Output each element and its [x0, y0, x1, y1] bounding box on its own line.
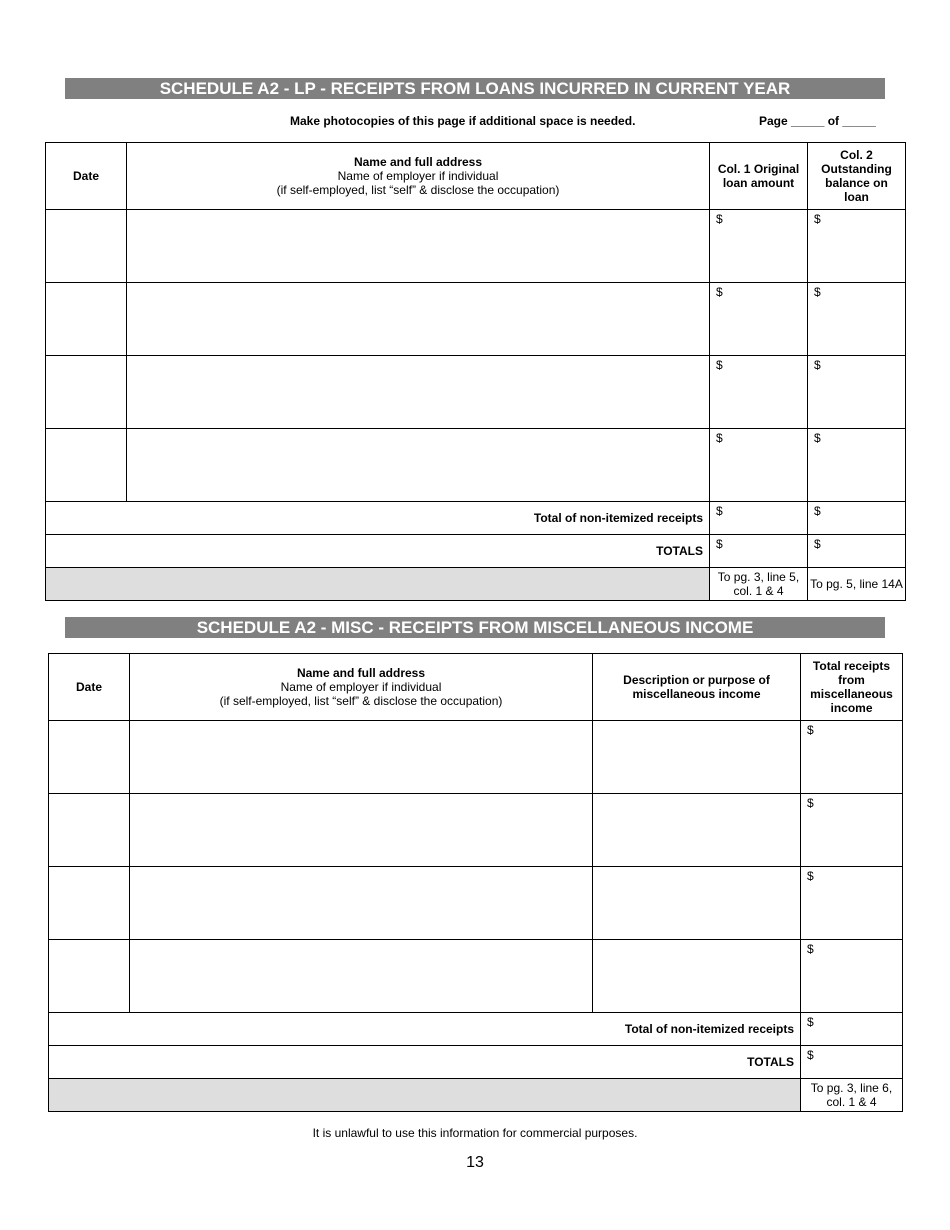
dollar-sign: $: [807, 869, 814, 883]
col2-cell[interactable]: [808, 356, 906, 429]
dollar-sign: $: [807, 723, 814, 737]
non-itemized-row: [46, 502, 906, 535]
dollar-sign: $: [814, 212, 821, 226]
date-cell[interactable]: [46, 210, 127, 283]
dollar-sign: $: [807, 1015, 814, 1029]
col1-cell[interactable]: [710, 210, 808, 283]
photocopy-note: Make photocopies of this page if additional space is needed.: [290, 114, 636, 128]
table-row: [49, 940, 903, 1013]
dollar-sign: $: [716, 212, 723, 226]
header-name-title: Name and full address: [353, 155, 483, 169]
name-address-cell[interactable]: [127, 356, 710, 429]
totals-row: [46, 535, 906, 568]
reference-row: [49, 1079, 903, 1112]
table-row: [46, 283, 906, 356]
header-name-sub2: (if self-employed, list “self” & disclose the occupation): [219, 694, 503, 708]
totals-label: TOTALS: [49, 1046, 801, 1079]
loans-table: [45, 142, 906, 601]
col2-cell[interactable]: [808, 210, 906, 283]
totals-col2[interactable]: [808, 535, 906, 568]
non-itemized-row: [49, 1013, 903, 1046]
dollar-sign: $: [716, 431, 723, 445]
dollar-sign: $: [716, 358, 723, 372]
table-row: [49, 867, 903, 940]
dollar-sign: $: [716, 537, 723, 551]
page-number: 13: [466, 1154, 484, 1171]
non-itemized-label: Total of non-itemized receipts: [49, 1013, 801, 1046]
col1-cell[interactable]: [710, 356, 808, 429]
table-row: [49, 721, 903, 794]
table-row: [46, 429, 906, 502]
header-col2: Col. 2 Outstanding balance on loan: [808, 143, 906, 210]
description-cell[interactable]: [593, 794, 801, 867]
date-cell[interactable]: [46, 283, 127, 356]
dollar-sign: $: [807, 1048, 814, 1062]
dollar-sign: $: [807, 796, 814, 810]
reference-row: [46, 568, 906, 601]
dollar-sign: $: [716, 504, 723, 518]
dollar-sign: $: [814, 358, 821, 372]
total-cell[interactable]: [801, 794, 903, 867]
schedule-lp-title: SCHEDULE A2 - LP - RECEIPTS FROM LOANS INCURRED IN CURRENT YEAR: [65, 78, 885, 99]
non-itemized-label: Total of non-itemized receipts: [46, 502, 710, 535]
name-address-cell[interactable]: [130, 794, 593, 867]
name-address-cell[interactable]: [130, 721, 593, 794]
header-name-sub1: Name of employer if individual: [280, 680, 442, 694]
dollar-sign: $: [814, 431, 821, 445]
col2-cell[interactable]: [808, 429, 906, 502]
header-name-sub1: Name of employer if individual: [337, 169, 499, 183]
col1-cell[interactable]: [710, 283, 808, 356]
name-address-cell[interactable]: [130, 940, 593, 1013]
total-cell[interactable]: [801, 721, 903, 794]
description-cell[interactable]: [593, 867, 801, 940]
loans-header-row: [46, 143, 906, 210]
table-row: [46, 356, 906, 429]
reference-col1: To pg. 3, line 5, col. 1 & 4: [710, 568, 808, 601]
header-name-title: Name and full address: [296, 666, 426, 680]
shaded-cell: [46, 568, 710, 601]
misc-header-row: [49, 654, 903, 721]
date-cell[interactable]: [49, 940, 130, 1013]
description-cell[interactable]: [593, 721, 801, 794]
date-cell[interactable]: [46, 356, 127, 429]
header-name-address: [130, 654, 593, 721]
reference-col2: To pg. 5, line 14A: [808, 568, 906, 601]
dollar-sign: $: [814, 504, 821, 518]
name-address-cell[interactable]: [127, 210, 710, 283]
date-cell[interactable]: [49, 721, 130, 794]
description-cell[interactable]: [593, 940, 801, 1013]
non-itemized-col1[interactable]: [710, 502, 808, 535]
dollar-sign: $: [814, 285, 821, 299]
non-itemized-col2[interactable]: [808, 502, 906, 535]
date-cell[interactable]: [46, 429, 127, 502]
instruction-line: [0, 114, 950, 130]
date-cell[interactable]: [49, 867, 130, 940]
page-of-field[interactable]: Page _____ of _____: [759, 114, 876, 128]
dollar-sign: $: [716, 285, 723, 299]
col1-cell[interactable]: [710, 429, 808, 502]
schedule-misc-title: SCHEDULE A2 - MISC - RECEIPTS FROM MISCELLANEOUS INCOME: [65, 617, 885, 638]
non-itemized-total[interactable]: [801, 1013, 903, 1046]
date-cell[interactable]: [49, 794, 130, 867]
totals-total[interactable]: [801, 1046, 903, 1079]
commercial-use-notice: It is unlawful to use this information for commercial purposes.: [312, 1126, 638, 1140]
totals-label: TOTALS: [46, 535, 710, 568]
name-address-cell[interactable]: [130, 867, 593, 940]
misc-income-table: [48, 653, 903, 1112]
table-row: [49, 794, 903, 867]
total-cell[interactable]: [801, 940, 903, 1013]
totals-row: [49, 1046, 903, 1079]
dollar-sign: $: [807, 942, 814, 956]
header-description: Description or purpose of miscellaneous income: [593, 654, 801, 721]
header-name-address: [127, 143, 710, 210]
header-date: Date: [49, 654, 130, 721]
total-cell[interactable]: [801, 867, 903, 940]
shaded-cell: [49, 1079, 801, 1112]
table-row: [46, 210, 906, 283]
name-address-cell[interactable]: [127, 283, 710, 356]
header-date: Date: [46, 143, 127, 210]
col2-cell[interactable]: [808, 283, 906, 356]
header-name-sub2: (if self-employed, list “self” & disclose the occupation): [276, 183, 560, 197]
reference-total: To pg. 3, line 6, col. 1 & 4: [801, 1079, 903, 1112]
totals-col1[interactable]: [710, 535, 808, 568]
header-total: Total receipts from miscellaneous income: [801, 654, 903, 721]
header-col1: Col. 1 Original loan amount: [710, 143, 808, 210]
name-address-cell[interactable]: [127, 429, 710, 502]
dollar-sign: $: [814, 537, 821, 551]
